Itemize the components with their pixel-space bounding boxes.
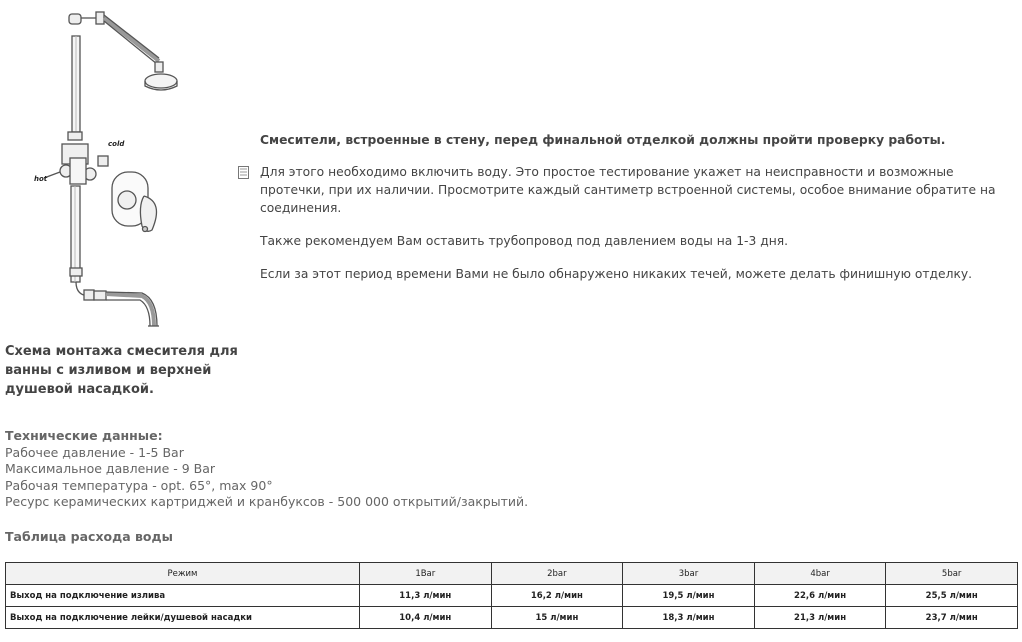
table-cell: 23,7 л/мин: [886, 607, 1018, 629]
table-cell: 16,2 л/мин: [491, 585, 623, 607]
column-header-5bar: 5bar: [886, 563, 1018, 585]
description-paragraph-3: Если за этот период времени Вами не было обнаружено никаких течей, можете делать финишную отделку.: [260, 267, 973, 281]
specs-heading: Технические данные:: [5, 428, 163, 443]
table-row: [6, 585, 1018, 607]
column-header-2bar: 2bar: [491, 563, 623, 585]
description-lead: Смесители, встроенные в стену, перед финальной отделкой должны пройти проверку работы.: [260, 133, 946, 147]
column-header-3bar: 3bar: [623, 563, 755, 585]
flow-table: [5, 562, 1018, 629]
hot-label: hot: [34, 175, 48, 183]
description-paragraph-1: Для этого необходимо включить воду. Это простое тестирование укажет на неисправности и возможные протечки, при их наличии. Просмотрите каждый сантиметр встроенной системы, особое внимание обратите на соединения.: [260, 165, 996, 215]
table-header-row: [6, 563, 1018, 585]
row-label: Выход на подключение лейки/душевой насадки: [6, 607, 360, 629]
column-header-mode: Режим: [6, 563, 360, 585]
column-header-4bar: 4bar: [754, 563, 886, 585]
broken-image-icon: [238, 166, 249, 179]
row-label: Выход на подключение излива: [6, 585, 360, 607]
flow-table-title: Таблица расхода воды: [5, 529, 173, 544]
technical-specs: [5, 428, 528, 511]
table-cell: 22,6 л/мин: [754, 585, 886, 607]
spec-item: Максимальное давление - 9 Bar: [5, 461, 216, 476]
table-cell: 19,5 л/мин: [623, 585, 755, 607]
description-paragraph-2: Также рекомендуем Вам оставить трубопровод под давлением воды на 1-3 дня.: [260, 234, 789, 248]
spec-item: Ресурс керамических картриджей и кранбуксов - 500 000 открытий/закрытий.: [5, 494, 529, 509]
table-cell: 21,3 л/мин: [754, 607, 886, 629]
table-cell: 18,3 л/мин: [623, 607, 755, 629]
diagram-caption: Схема монтажа смесителя для ванны с изливом и верхней душевой насадкой.: [5, 344, 238, 397]
cold-label: cold: [108, 140, 125, 148]
spec-item: Рабочее давление - 1-5 Bar: [5, 444, 184, 460]
table-cell: 10,4 л/мин: [360, 607, 492, 629]
installation-description: [260, 131, 1000, 298]
installation-diagram: [4, 6, 240, 340]
table-cell: 11,3 л/мин: [360, 585, 492, 607]
table-cell: 25,5 л/мин: [886, 585, 1018, 607]
spec-item: Рабочая температура - opt. 65°, max 90°: [5, 477, 273, 493]
column-header-1bar: 1Bar: [360, 563, 492, 585]
table-cell: 15 л/мин: [491, 607, 623, 629]
table-row: [6, 607, 1018, 629]
